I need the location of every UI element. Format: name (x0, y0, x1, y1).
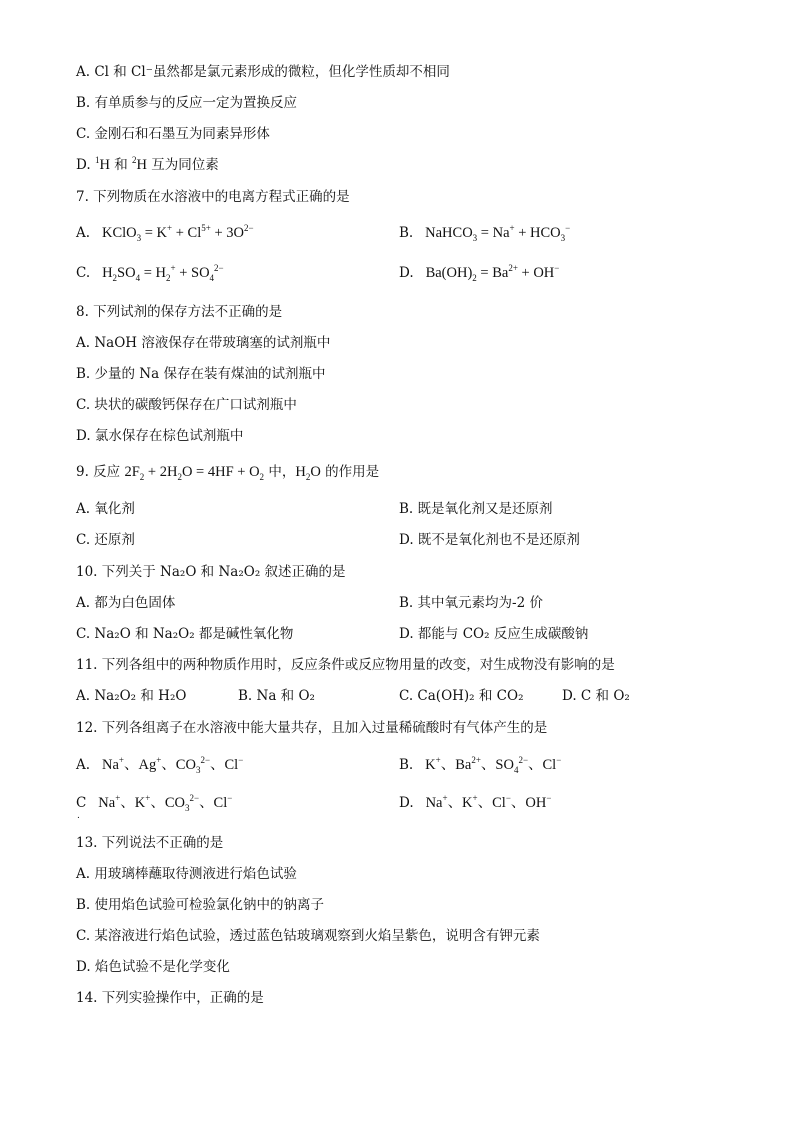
q6-option-a: A. Cl 和 Cl⁻虽然都是氯元素形成的微粒，但化学性质却不相同 (76, 64, 450, 80)
q6-d-prefix: D. (76, 157, 95, 173)
q7-a-equation: KClO$_3$ = $K^+ + Cl^{5+} + 3O^{2-}$ (98, 223, 254, 243)
q9-equation: $2F_2 + 2H_2O = 4HF + O_2$ (124, 464, 265, 482)
q8-stem: 8. 下列试剂的保存方法不正确的是 (76, 304, 283, 320)
q6-d-mass-1: 1 (94, 155, 100, 166)
q10-option-b: B. 其中氧元素均为-2 价 (399, 595, 543, 611)
q6-option-d (76, 155, 736, 175)
q12-c-ions: Na+、K+、$CO_3^{2-}$、Cl− (94, 793, 233, 813)
q13-option-b: B. 使用焰色试验可检验氯化钠中的钠离子 (76, 897, 325, 913)
q7-a-label: A. (76, 225, 91, 241)
q13-stem: 13. 下列说法不正确的是 (76, 835, 224, 851)
q12-option-b (399, 755, 561, 775)
q9-stem-suffix: 的作用是 (320, 464, 380, 480)
q12-a-label: A. (76, 757, 91, 773)
q7-b-label: B. (399, 225, 414, 241)
q6-d-element-1: H (99, 157, 110, 173)
q7-d-label: D. (399, 265, 414, 281)
q7-option-d (399, 263, 559, 283)
q11-stem: 11. 下列各组中的两种物质作用时，反应条件或反应物用量的改变，对生成物没有影响的是 (76, 657, 615, 673)
q10-option-c: C. Na₂O 和 Na₂O₂ 都是碱性氧化物 (76, 626, 294, 642)
q6-d-element-2: H (136, 157, 147, 173)
q12-d-label: D. (399, 795, 414, 811)
q10-option-a: A. 都为白色固体 (76, 595, 176, 611)
q12-c-period-mark: . (77, 811, 80, 821)
q7-b-equation: NaHCO$_3$ = $Na^+ + HCO_3^-$ (421, 223, 571, 243)
q14-stem: 14. 下列实验操作中，正确的是 (76, 990, 264, 1006)
q6-d-suffix: 互为同位素 (147, 157, 219, 173)
q7-option-c (76, 263, 224, 283)
q12-b-label: B. (399, 757, 414, 773)
q11-option-d: D. C 和 O₂ (562, 688, 630, 704)
q6-d-mid: 和 (109, 157, 133, 173)
q11-option-c: C. Ca(OH)₂ 和 CO₂ (399, 688, 524, 704)
q6-d-mass-2: 2 (132, 155, 137, 166)
q6-option-b: B. 有单质参与的反应一定为置换反应 (76, 95, 298, 111)
q12-option-a (76, 755, 243, 775)
q8-option-a: A. NaOH 溶液保存在带玻璃塞的试剂瓶中 (76, 335, 331, 351)
q12-option-d (399, 793, 551, 813)
q7-d-equation: $Ba(OH)_2 = Ba^{2+} + OH^-$ (421, 263, 560, 283)
q8-option-b: B. 少量的 Na 保存在装有煤油的试剂瓶中 (76, 366, 326, 382)
q11-option-b: B. Na 和 O₂ (238, 688, 315, 704)
q9-stem-mid: 中， (264, 464, 296, 480)
q12-b-ions: K+、$Ba^{2+}$、$SO_4^{2-}$、Cl− (421, 755, 562, 775)
q10-stem: 10. 下列关于 Na₂O 和 Na₂O₂ 叙述正确的是 (76, 564, 346, 580)
q13-option-d: D. 焰色试验不是化学变化 (76, 959, 230, 975)
q9-option-b: B. 既是氧化剂又是还原剂 (399, 501, 553, 517)
q11-option-a: A. Na₂O₂ 和 H₂O (76, 688, 187, 704)
q12-d-ions: Na+、K+、Cl−、OH− (421, 793, 552, 811)
q9-option-a: A. 氧化剂 (76, 501, 135, 517)
q13-option-c: C. 某溶液进行焰色试验，透过蓝色钴玻璃观察到火焰呈紫色，说明含有钾元素 (76, 928, 540, 944)
q9-option-c: C. 还原剂 (76, 532, 135, 548)
q12-option-c (76, 793, 232, 813)
q12-a-ions: Na+、Ag+、$CO_3^{2-}$、Cl− (98, 755, 244, 775)
q8-option-c: C. 块状的碳酸钙保存在广口试剂瓶中 (76, 397, 297, 413)
q9-water: $H_2O$ (295, 464, 321, 482)
q7-c-equation: $H_2SO_4 = H_2^+ + SO_4^{2-}$ (98, 263, 224, 283)
q7-option-b (399, 223, 570, 243)
q13-option-a: A. 用玻璃棒蘸取待测液进行焰色试验 (76, 866, 297, 882)
q7-stem: 7. 下列物质在水溶液中的电离方程式正确的是 (76, 189, 350, 205)
q6-option-c: C. 金刚石和石墨互为同素异形体 (76, 126, 270, 142)
q9-stem-prefix: 9. 反应 (76, 464, 125, 480)
q12-stem: 12. 下列各组离子在水溶液中能大量共存，且加入过量稀硫酸时有气体产生的是 (76, 720, 548, 736)
q8-option-d: D. 氯水保存在棕色试剂瓶中 (76, 428, 244, 444)
q12-c-label: C (76, 795, 87, 811)
q7-c-label: C. (76, 265, 91, 281)
q9-option-d: D. 既不是氧化剂也不是还原剂 (399, 532, 580, 548)
q9-stem (76, 462, 736, 482)
q10-option-d: D. 都能与 CO₂ 反应生成碳酸钠 (399, 626, 589, 642)
q7-option-a (76, 223, 254, 243)
